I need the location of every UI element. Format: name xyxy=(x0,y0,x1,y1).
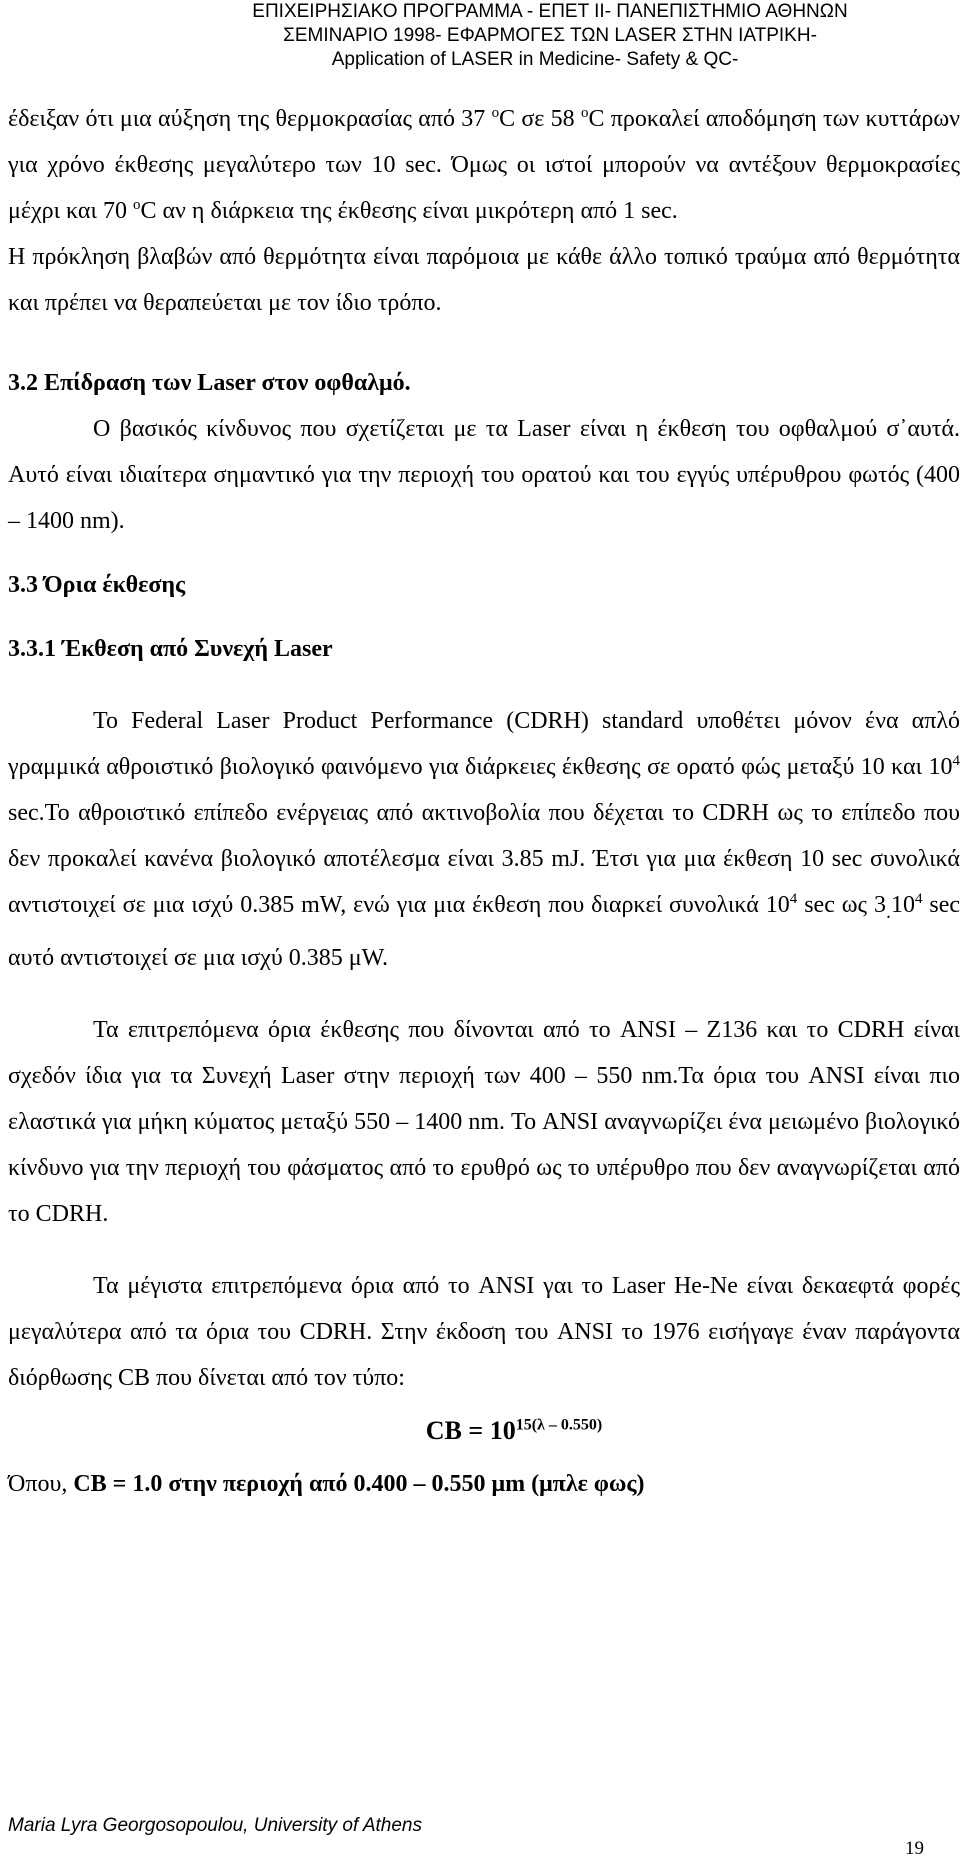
superscript: o xyxy=(132,197,141,213)
text-span: έδειξαν ότι μια αύξηση της θερμοκρασίας από 37 xyxy=(8,106,492,132)
text-span: sec ως 3 xyxy=(797,892,886,918)
text-span: C σε 58 xyxy=(499,106,581,132)
paragraph-eye-risk: Ο βασικός κίνδυνος που σχετίζεται με τα Laser είναι η έκθεση του οφθαλμού σ᾽αυτά. Αυτό είναι ιδιαίτερα σημαντικό για την περιοχή του ορατού και του εγγύς υπέρυθρου φωτός (400 – 1400 nm). xyxy=(8,416,960,534)
formula-definition xyxy=(8,1461,960,1507)
superscript: 4 xyxy=(789,891,798,907)
text-span: Το Federal Laser Product Performance (CDRH) standard υποθέτει μόνον ένα απλό γραμμικά αθροιστικό βιολογικό φαινόμενο για διάρκειες έκθεσης σε ορατό φώς μεταξύ 10 και 10 xyxy=(8,708,960,780)
superscript: o xyxy=(580,105,589,121)
superscript: o xyxy=(491,105,500,121)
paragraph-he-ne-limits: Τα μέγιστα επιτρεπόμενα όρια από το ANSI γαι το Laser He-Ne είναι δεκαεφτά φορές μεγαλύτερα από τα όρια του CDRH. Στην έκδοση του ANSI το 1976 εισήγαγε έναν παράγοντα διόρθωσης CB που δίνεται από τον τύπο: xyxy=(8,1272,960,1391)
paragraph-cdrh-standard xyxy=(8,698,960,981)
subscript-dot: . xyxy=(885,900,891,923)
text-span: sec.Το αθροιστικό επίπεδο ενέργειας από ακτινοβολία που δέχεται το CDRH ως το επίπεδο που δεν προκαλεί κανένα βιολογικό αποτέλεσμα είναι 3.85 mJ. Έτσι για μια έκθεση 10 sec συνολικά αντιστοιχεί σε μια ισχύ 0.385 mW, ενώ για μια έκθεση που διαρκεί συνολικά 10 xyxy=(8,800,960,918)
formula-cb xyxy=(8,1401,960,1461)
section-heading-3-2: 3.2 Επίδραση των Laser στον οφθαλμό. xyxy=(8,370,411,396)
superscript: 4 xyxy=(952,753,960,769)
header-line-1: ΕΠΙΧΕΙΡΗΣΙΑΚΟ ΠΡΟΓΡΑΜΜΑ - ΕΠΕΤ II- ΠΑΝΕΠΙΣΤΗΜΙΟ ΑΘΗΝΩΝ xyxy=(252,1,848,22)
footer-author: Maria Lyra Georgosopoulou, University of Athens xyxy=(8,1815,422,1836)
section-heading-3-3: 3.3 Όρια έκθεσης xyxy=(8,572,186,598)
text-span-bold: CB = 1.0 στην περιοχή από 0.400 – 0.550 μm (μπλε φως) xyxy=(73,1470,645,1497)
paragraph-temperature xyxy=(8,96,960,234)
header-line-3: Application of LASER in Medicine- Safety & QC- xyxy=(331,49,739,70)
formula-exponent: 15(λ – 0.550) xyxy=(515,1416,603,1434)
text-span: C αν η διάρκεια της έκθεσης είναι μικρότερη από 1 sec. xyxy=(140,198,678,224)
header-line-2: ΣΕΜΙΝΑΡΙΟ 1998- ΕΦΑΡΜΟΓΕΣ ΤΩΝ LASER ΣΤΗΝ ΙΑΤΡΙΚΗ- xyxy=(283,25,817,46)
page-header xyxy=(0,0,960,72)
text-span: 10 xyxy=(890,892,915,918)
document-body xyxy=(8,96,960,1507)
section-heading-3-3-1: 3.3.1 Έκθεση από Συνεχή Laser xyxy=(8,636,333,662)
text-span: sec αυτό αντιστοιχεί σε μια ισχύ 0.385 μW. xyxy=(8,892,960,971)
page-number: 19 xyxy=(905,1838,924,1859)
text-span: Όπου, xyxy=(8,1470,74,1497)
formula-base: CB = 10 xyxy=(425,1415,516,1445)
text-span: C προκαλεί αποδόμηση των κυττάρων για χρόνο έκθεσης μεγαλύτερο των 10 sec. Όμως οι ιστοί μπορούν να αντέξουν θερμοκρασίες μέχρι και 70 xyxy=(8,106,960,224)
paragraph-thermal-damage: Η πρόκληση βλαβών από θερμότητα είναι παρόμοια με κάθε άλλο τοπικό τραύμα από θερμότητα και πρέπει να θεραπεύεται με τον ίδιο τρόπο. xyxy=(8,244,960,316)
superscript: 4 xyxy=(914,891,923,907)
paragraph-ansi-limits: Τα επιτρεπόμενα όρια έκθεσης που δίνονται από το ANSI – Z136 και το CDRH είναι σχεδόν ίδια για τα Συνεχή Laser στην περιοχή των 400 – 550 nm.Τα όρια του ANSI είναι πιο ελαστικά για μήκη κύματος μεταξύ 550 – 1400 nm. Το ANSI αναγνωρίζει ένα μειωμένο βιολογικό κίνδυνο για την περιοχή του φάσματος από το ερυθρό ως το υπέρυθρο που δεν αναγνωρίζεται από το CDRH. xyxy=(8,1016,960,1227)
